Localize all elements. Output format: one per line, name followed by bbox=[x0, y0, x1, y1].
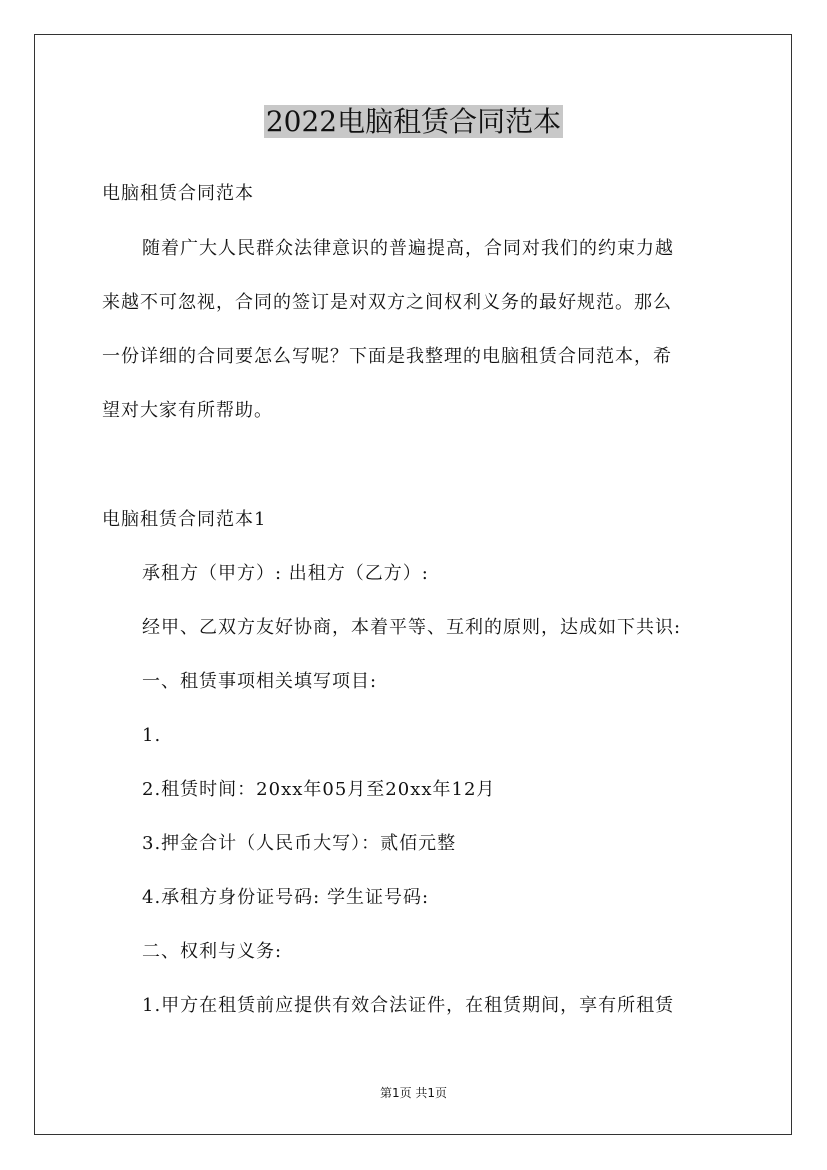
intro-line-3: 一份详细的合同要怎么写呢？下面是我整理的电脑租赁合同范本，希 bbox=[102, 346, 672, 367]
body-line-8: 二、权利与义务: bbox=[142, 941, 283, 962]
document-title bbox=[0, 100, 827, 144]
body-line-1: 承租方（甲方）: 出租方（乙方）: bbox=[142, 563, 429, 584]
body-line-4: 1. bbox=[142, 725, 162, 746]
document-subtitle: 电脑租赁合同范本 bbox=[102, 183, 254, 204]
body-line-7: 4.承租方身份证号码: 学生证号码: bbox=[142, 887, 430, 908]
intro-line-4: 望对大家有所帮助。 bbox=[102, 400, 273, 421]
body-line-2: 经甲、乙双方友好协商，本着平等、互利的原则，达成如下共识: bbox=[142, 617, 682, 638]
body-line-5: 2.租赁时间：20xx年05月至20xx年12月 bbox=[142, 779, 496, 800]
document-title-text: 2022电脑租赁合同范本 bbox=[265, 105, 562, 138]
page-footer: 第1页 共1页 bbox=[379, 1086, 448, 1100]
intro-line-1: 随着广大人民群众法律意识的普遍提高，合同对我们的约束力越 bbox=[142, 238, 674, 259]
body-line-3: 一、租赁事项相关填写项目: bbox=[142, 671, 378, 692]
section-heading: 电脑租赁合同范本1 bbox=[102, 509, 267, 530]
body-line-6: 3.押金合计（人民币大写）：贰佰元整 bbox=[142, 833, 457, 854]
intro-line-2: 来越不可忽视，合同的签订是对双方之间权利义务的最好规范。那么 bbox=[102, 292, 672, 313]
body-line-9: 1.甲方在租赁前应提供有效合法证件，在租赁期间，享有所租赁 bbox=[142, 995, 675, 1016]
